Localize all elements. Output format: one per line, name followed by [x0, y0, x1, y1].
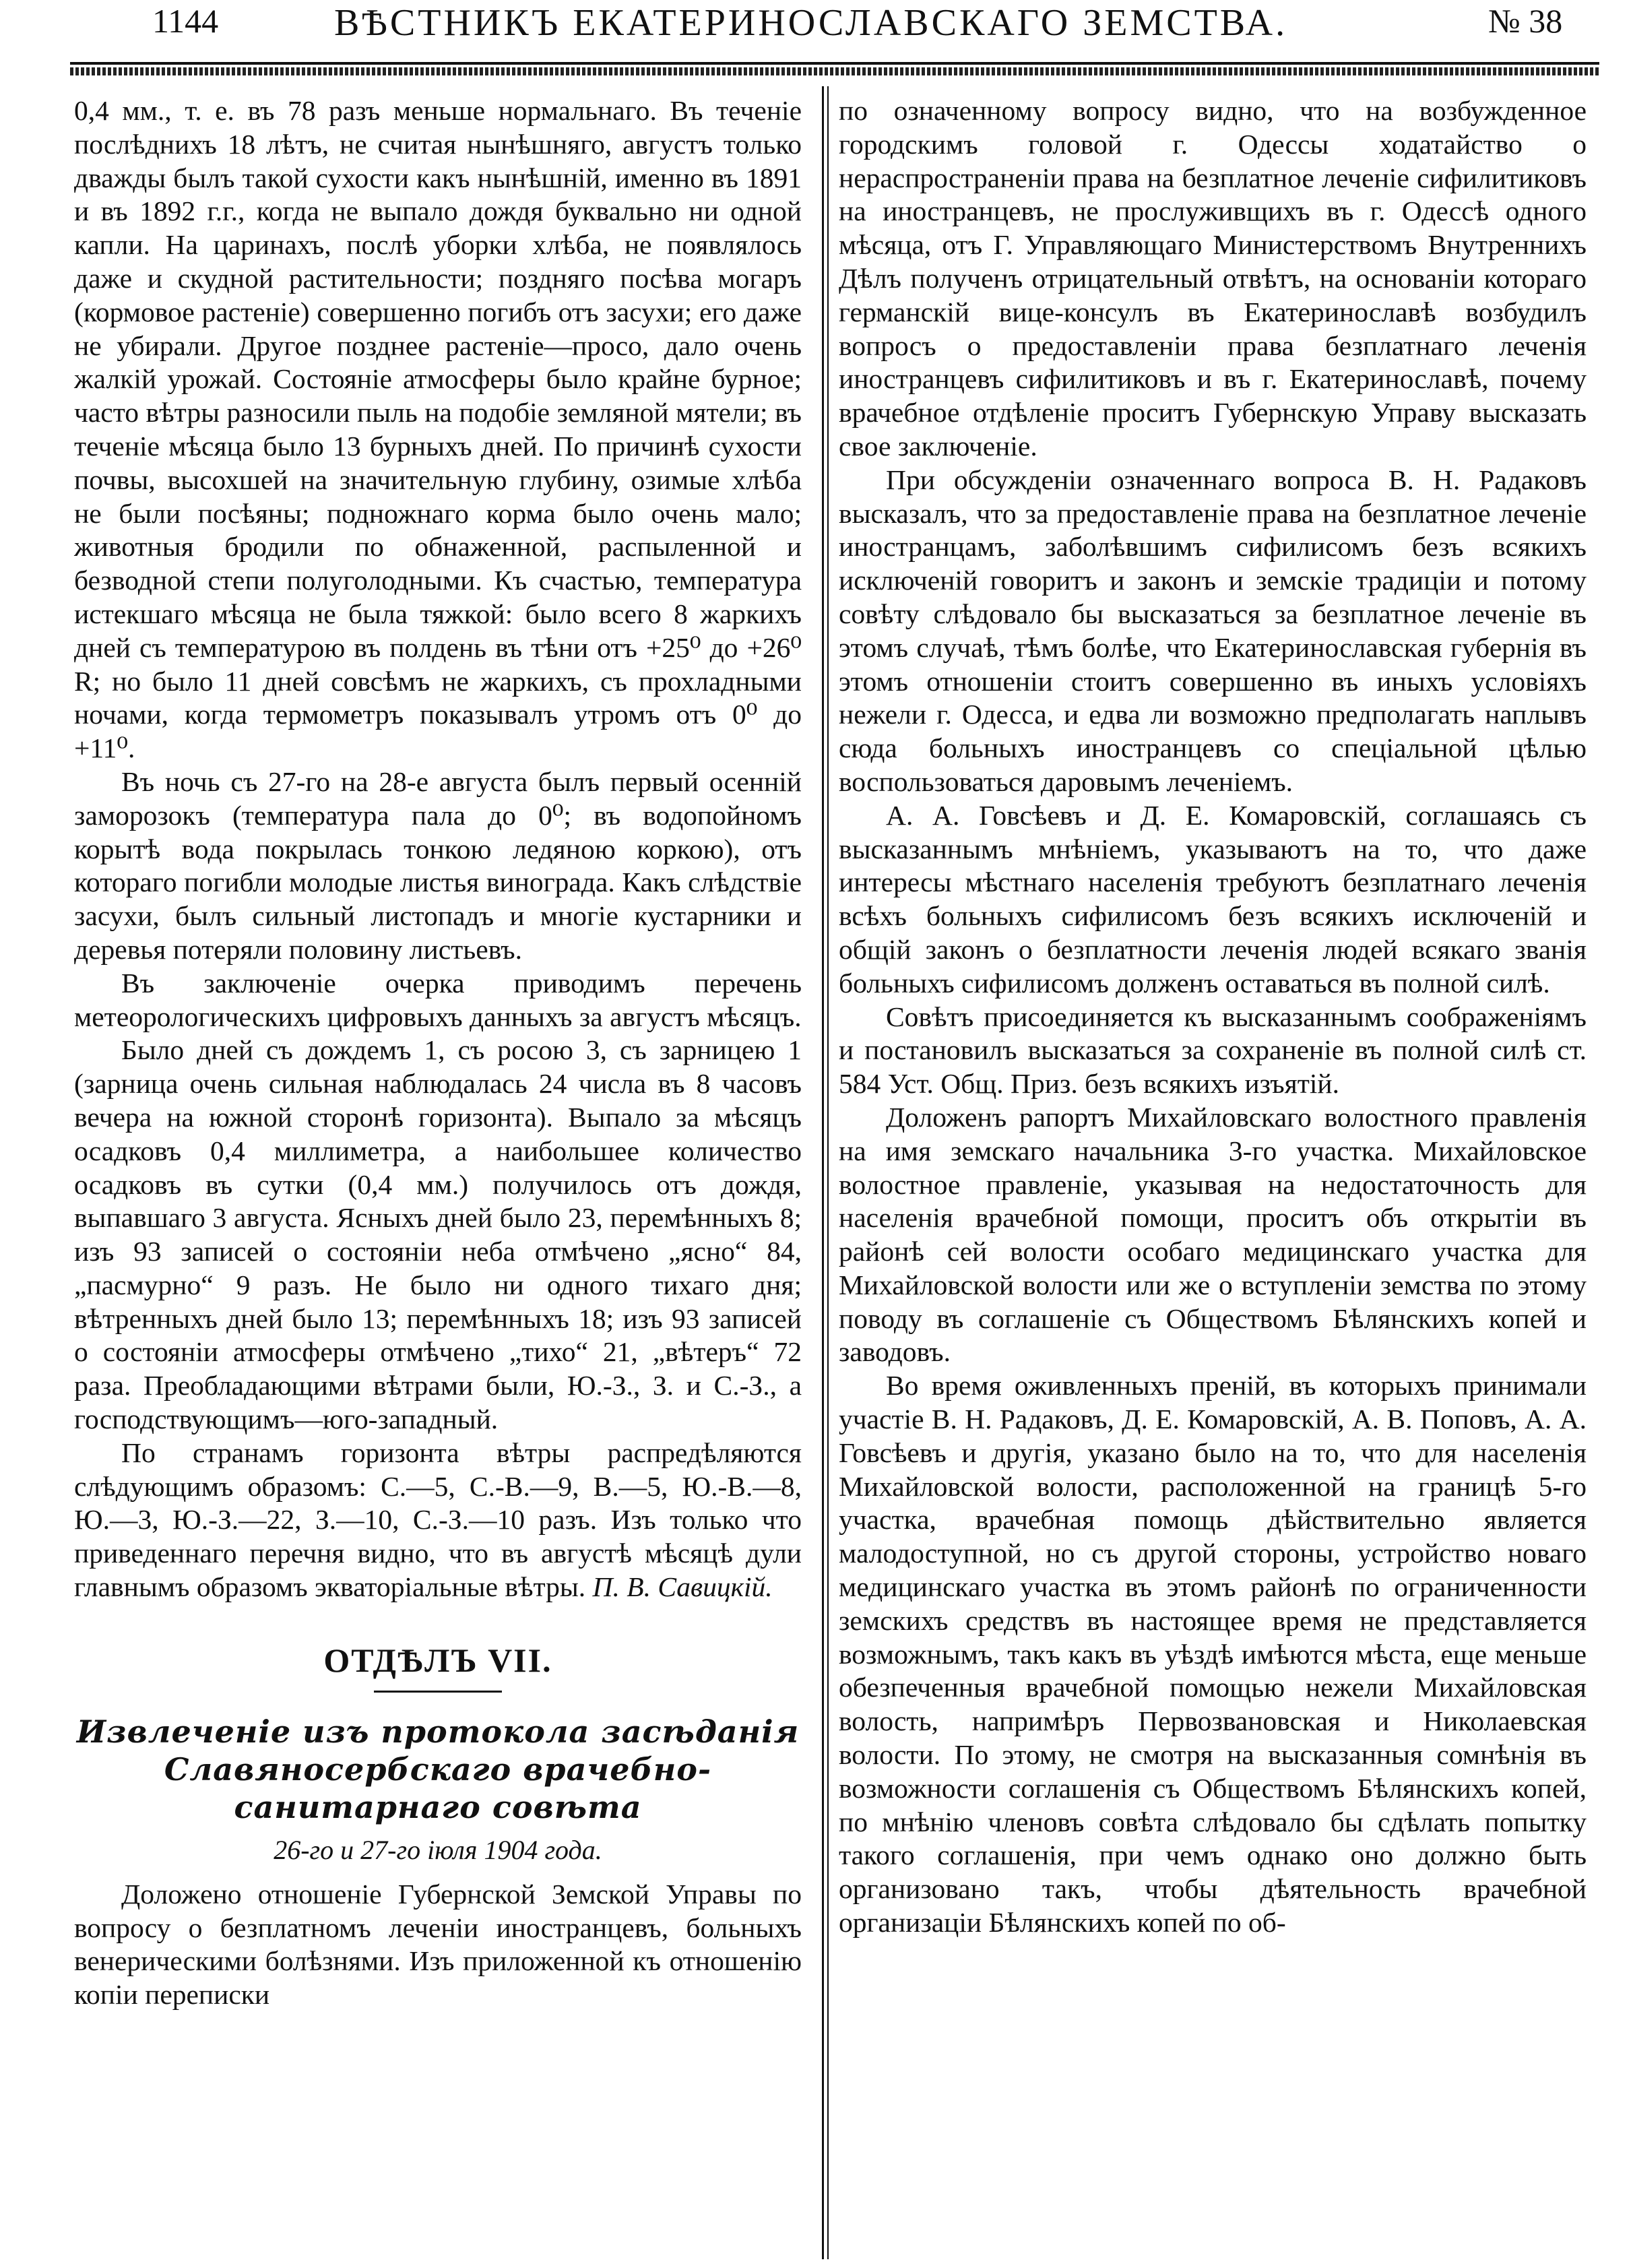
section-title: ОТДѢЛЪ VII.	[323, 1641, 552, 1679]
paragraph: Въ заключеніе очерка приводимъ перечень метеорологическихъ цифровыхъ данныхъ за августъ мѣсяцъ.	[74, 967, 802, 1032]
section-rule	[374, 1691, 502, 1693]
column-divider	[822, 86, 824, 2259]
header-rule	[70, 62, 1599, 65]
page-number: 1144	[152, 2, 219, 40]
left-column	[74, 94, 802, 2012]
paragraph: Доложено отношеніе Губернской Земской Управы по вопросу о безплатномъ леченіи иностранцевъ, больныхъ венерическими болѣзнями. Изъ приложенной къ отношенію копіи переписки	[74, 1878, 802, 2011]
paragraph: При обсужденіи означеннаго вопроса В. Н. Радаковъ высказалъ, что за предоставленіе права на безплатное леченіе иностранцамъ, заболѣвшимъ сифилисомъ безъ всякихъ исключеній говоритъ и законъ и земскіе традиціи и потому совѣту слѣдовало бы высказаться за безплатное леченіе въ этомъ случаѣ, тѣмъ болѣе, что Екатеринославская губернія въ этомъ отношеніи стоитъ совершенно въ иныхъ условіяхъ нежели г. Одесса, и едва ли возможно предполагать наплывъ сюда больныхъ иностранцевъ со спеціальной цѣлью воспользоваться даровымъ леченіемъ.	[839, 464, 1587, 797]
article-dateline: 26-го и 27-го іюля 1904 года.	[274, 1834, 602, 1865]
column-divider-double	[827, 86, 829, 2259]
right-column	[839, 94, 1587, 1940]
issue-number: № 38	[1488, 2, 1563, 40]
paragraph: по означенному вопросу видно, что на возбужденное городскимъ головой г. Одессы ходатайство о нераспространеніи права на безплатное леченіе сифилитиковъ на иностранцевъ, не прослуживщихъ въ г. Одессѣ одного мѣсяца, отъ Г. Управляющаго Министерствомъ Внутреннихъ Дѣлъ полученъ отрицательный отвѣтъ, на основаніи котораго германскій вице-консулъ въ Екатеринославѣ возбудилъ вопросъ о предоставленіи права безплатнаго леченія иностранцевъ сифилитиковъ и въ г. Екатеринославѣ, почему врачебное отдѣленіе проситъ Губернскую Управу высказать свое заключеніе.	[839, 95, 1587, 462]
paragraph: Совѣтъ присоединяется къ высказаннымъ соображеніямъ и постановилъ высказаться за сохраненіе въ полной силѣ ст. 584 Уст. Общ. Приз. безъ всякихъ изъятій.	[839, 1001, 1587, 1100]
article-subheading: Извлеченіе изъ протокола засѣданія Славяносербскаго врачебно-санитарнаго совѣта	[76, 1713, 800, 1825]
journal-title: ВѢСТНИКЪ ЕКАТЕРИНОСЛАВСКАГО ЗЕМСТВА.	[334, 2, 1288, 44]
page-header	[65, 0, 1563, 47]
author-signature: П. В. Савицкій.	[592, 1571, 773, 1603]
paragraph: 0,4 мм., т. е. въ 78 разъ меньше нормальнаго. Въ теченіе послѣднихъ 18 лѣтъ, не считая нынѣшняго, августъ только дважды былъ такой сухости какъ нынѣшній, именно въ 1891 и въ 1892 г.г., когда не выпало дождя буквально ни одной капли. На царинахъ, послѣ уборки хлѣба, не появлялось даже и скудной растительности; поздняго посѣва могаръ (кормовое растеніе) совершенно погибъ отъ засухи; его даже не убирали. Другое позднее растеніе—просо, дало очень жалкій урожай. Состояніе атмосферы было крайне бурное; часто вѣтры разносили пыль на подобіе земляной мятели; въ теченіе мѣсяца было 13 бурныхъ дней. По причинѣ сухости почвы, высохшей на значительную глубину, озимые хлѣба не были посѣяны; подножнаго корма было очень мало; животныя бродили по обнаженной, распыленной и безводной степи полуголодными. Къ счастью, температура истекшаго мѣсяца не была тяжкой: было всего 8 жаркихъ дней съ температурою въ полдень въ тѣни отъ +25⁰ до +26⁰ R; но было 11 дней совсѣмъ не жаркихъ, съ прохладными ночами, когда термометръ показывалъ утромъ отъ 0⁰ до +11⁰.	[74, 95, 802, 764]
header-rule-dashed	[70, 67, 1599, 75]
paragraph: Доложенъ рапортъ Михайловскаго волостного правленія на имя земскаго начальника 3-го участка. Михайловское волостное правленіе, указывая на недостаточность для населенія врачебной помощи, проситъ объ открытіи въ районѣ сей волости особаго медицинскаго участка для Михайловской волости или же о вступленіи земства по этому поводу въ соглашеніе съ Обществомъ Бѣлянскихъ копей и заводовъ.	[839, 1101, 1587, 1368]
paragraph: Было дней съ дождемъ 1, съ росою 3, съ зарницею 1 (зарница очень сильная наблюдалась 24 числа въ 8 часовъ вечера на южной сторонѣ горизонта). Выпало за мѣсяцъ осадковъ 0,4 миллиметра, а наибольшее количество осадковъ въ сутки (0,4 мм.) получилось отъ дождя, выпавшаго 3 августа. Ясныхъ дней было 23, перемѣнныхъ 8; изъ 93 записей о состояніи неба отмѣчено „ясно“ 84, „пасмурно“ 9 разъ. Не было ни одного тихаго дня; вѣтренныхъ дней было 13; перемѣнныхъ 18; изъ 93 записей о состояніи атмосферы отмѣчено „тихо“ 21, „вѣтеръ“ 72 раза. Преобладающими вѣтрами были, Ю.-З., З. и С.-З., а господствующимъ—юго-западный.	[74, 1034, 802, 1435]
paragraph-text: По странамъ горизонта вѣтры распредѣляются слѣдующимъ образомъ: С.—5, С.-В.—9, В.—5, Ю.-В.—8, Ю.—3, Ю.-З.—22, З.—10, С.-З.—10 разъ. Изъ только что приведеннаго перечня видно, что въ августѣ мѣсяцѣ дули главнымъ образомъ экваторіальные вѣтры.	[74, 1437, 802, 1603]
paragraph: А. А. Говсѣевъ и Д. Е. Комаровскій, соглашаясь съ высказаннымъ мнѣніемъ, указываютъ на то, что даже интересы мѣстнаго населенія требуютъ безплатнаго леченія всѣхъ больныхъ сифилисомъ безъ всякихъ исключеній и общій законъ о безплатности леченія людей всякаго званія больныхъ сифилисомъ долженъ оставаться въ полной силѣ.	[839, 799, 1587, 999]
paragraph: Во время оживленныхъ преній, въ которыхъ принимали участіе В. Н. Радаковъ, Д. Е. Комаровскій, А. В. Поповъ, А. А. Говсѣевъ и другія, указано было на то, что для населенія Михайловской волости, расположенной на границѣ 5-го участка, врачебная помощь дѣйствительно является малодоступной, но съ другой стороны, устройство новаго медицинскаго участка въ этомъ районѣ по ограниченности земскихъ средствъ въ настоящее время не представляется возможнымъ, такъ какъ въ уѣздѣ имѣются мѣста, еще меньше обезпеченныя врачебной помощью нежели Михайловская волость, напримѣръ Первозвановская и Николаевская волости. По этому, не смотря на высказанныя сомнѣнія въ возможности соглашенія съ Обществомъ Бѣлянскихъ копей, по мнѣнію членовъ совѣта слѣдовало бы сдѣлать попытку такого соглашенія, при чемъ однако оно должно быть организовано такъ, чтобы дѣятельность врачебной организаціи Бѣлянскихъ копей по об-	[839, 1370, 1587, 1939]
paragraph-with-signature	[74, 1437, 802, 1604]
paragraph: Въ ночь съ 27-го на 28-е августа былъ первый осенній заморозокъ (температура пала до 0⁰; въ водопойномъ корытѣ вода покрылась тонкою ледяною коркою), отъ котораго погибли молодые листья винограда. Какъ слѣдствіе засухи, былъ сильный листопадъ и многіе кустарники и деревья потеряли половину листьевъ.	[74, 765, 802, 965]
